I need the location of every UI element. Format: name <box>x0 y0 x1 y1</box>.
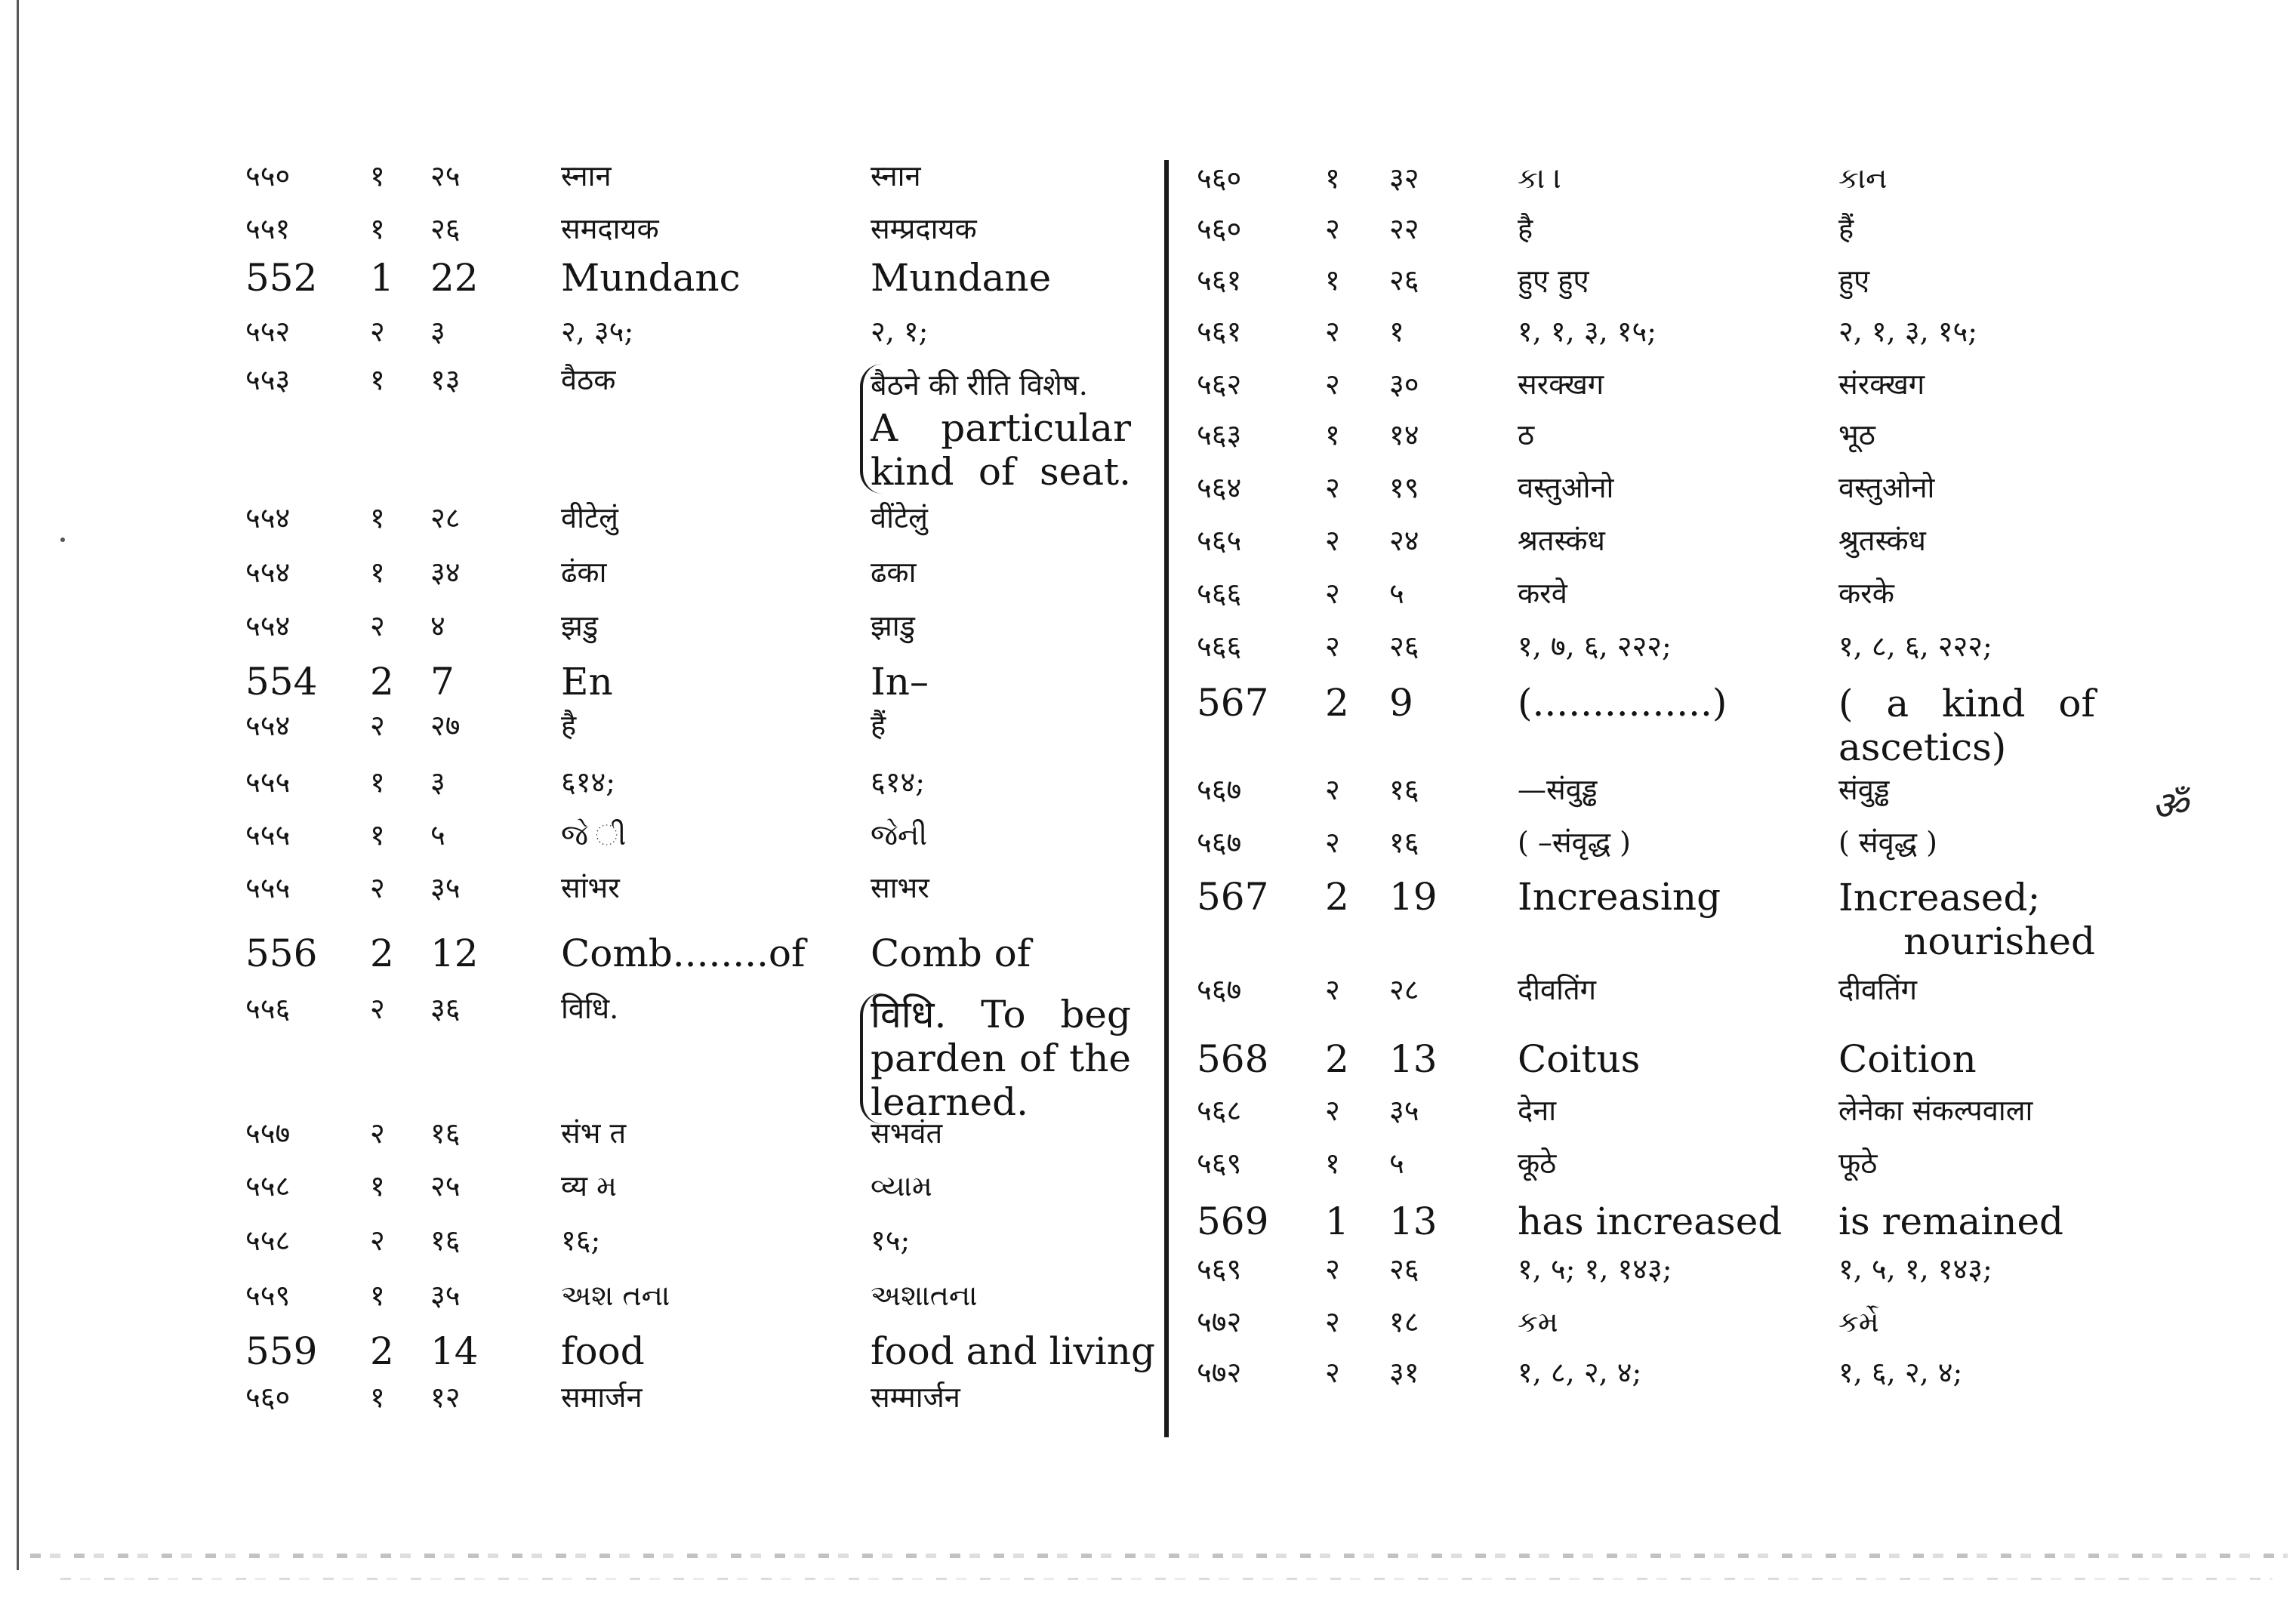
errata-page-cell: ५६९ <box>1197 1252 1242 1286</box>
errata-col-cell: १ <box>370 212 385 245</box>
errata-line-cell: ३ <box>430 765 445 799</box>
errata-correction-line: kind of seat. <box>871 450 1131 494</box>
errata-wrong-cell: विधि. <box>561 992 619 1025</box>
errata-right-cell: is remained <box>1838 1200 2064 1243</box>
errata-page-cell: 567 <box>1197 875 1269 919</box>
errata-line-cell: २७ <box>430 709 461 742</box>
errata-col-cell: २ <box>370 871 385 904</box>
errata-wrong-cell: ( –संवृद्ध ) <box>1518 826 1631 859</box>
errata-wrong-cell: ढंका <box>561 556 607 589</box>
errata-line-cell: ३० <box>1389 368 1419 401</box>
errata-wrong-cell: કમ <box>1518 1305 1558 1338</box>
errata-col-cell: २ <box>1325 368 1340 401</box>
errata-line-cell: ५ <box>1389 1147 1404 1180</box>
errata-right-cell: सम्प्रदायक <box>871 212 977 245</box>
errata-page-cell: ५६८ <box>1197 1094 1242 1127</box>
errata-line-cell: २८ <box>1389 973 1419 1006</box>
errata-line-cell: 14 <box>430 1329 479 1373</box>
errata-col-cell: २ <box>370 315 385 348</box>
errata-page-cell: ५६१ <box>1197 315 1242 348</box>
errata-col-cell: २ <box>1325 577 1340 610</box>
errata-right-cell: Comb of <box>871 932 1031 975</box>
errata-line-cell: २६ <box>1389 263 1419 297</box>
errata-page-cell: 556 <box>245 932 318 975</box>
errata-col-cell: १ <box>370 556 385 589</box>
errata-correction-line: बैठने की रीति विशेष. <box>871 368 1088 402</box>
errata-wrong-cell: व्य મ <box>561 1169 617 1203</box>
errata-col-cell: १ <box>370 818 385 852</box>
errata-page-cell: ५६६ <box>1197 577 1242 610</box>
errata-col-cell: २ <box>1325 1356 1340 1389</box>
errata-wrong-cell: (...............) <box>1518 681 1727 725</box>
errata-correction-line: ascetics) <box>1838 725 2007 769</box>
errata-page-cell: ५६० <box>1197 162 1242 195</box>
errata-col-cell: २ <box>370 609 385 642</box>
errata-line-cell: 22 <box>430 256 479 300</box>
errata-wrong-cell: झडु <box>561 609 599 642</box>
errata-line-cell: 12 <box>430 932 479 975</box>
errata-wrong-cell: Mundanc <box>561 256 741 300</box>
side-mark: ॐ <box>2152 784 2188 829</box>
errata-page-cell: ५५५ <box>245 765 291 799</box>
errata-line-cell: 13 <box>1389 1037 1438 1081</box>
errata-wrong-cell: वस्तुओनो <box>1518 471 1614 504</box>
errata-page-cell: ५५५ <box>245 871 291 904</box>
errata-col-cell: १ <box>370 501 385 534</box>
errata-wrong-cell: वैठक <box>561 363 616 396</box>
errata-col-cell: २ <box>1325 630 1340 663</box>
errata-wrong-cell: वीटेलुं <box>561 501 618 534</box>
errata-wrong-cell: has increased <box>1518 1200 1783 1243</box>
errata-line-cell: 7 <box>430 660 455 704</box>
errata-line-cell: २६ <box>1389 1252 1419 1286</box>
errata-wrong-cell: देना <box>1518 1094 1557 1127</box>
errata-correction-line: parden of the <box>871 1036 1131 1080</box>
errata-col-cell: १ <box>1325 418 1340 451</box>
errata-col-cell: 1 <box>370 256 394 300</box>
errata-page-cell: ५६१ <box>1197 263 1242 297</box>
errata-line-cell: १६ <box>1389 773 1419 806</box>
errata-right-cell: Mundane <box>871 256 1052 300</box>
errata-wrong-cell: કા । <box>1518 162 1562 195</box>
errata-col-cell: 2 <box>370 660 394 704</box>
errata-page-cell: 569 <box>1197 1200 1269 1243</box>
errata-line-cell: १३ <box>430 363 461 396</box>
errata-col-cell: २ <box>1325 212 1340 245</box>
errata-right-cell: २, १, ३, १५; <box>1838 315 1978 348</box>
errata-wrong-cell: ६१४; <box>561 765 616 799</box>
errata-page-cell: ५५४ <box>245 556 291 589</box>
errata-col-cell: १ <box>370 1279 385 1312</box>
errata-line-cell: २४ <box>1389 524 1419 557</box>
errata-col-cell: २ <box>1325 524 1340 557</box>
errata-wrong-cell: —संवुड्ढ <box>1518 773 1598 806</box>
errata-right-cell: २, १; <box>871 315 929 348</box>
bottom-scan-edge <box>30 1554 2288 1558</box>
errata-correction-block <box>1838 682 2095 769</box>
errata-page-cell: ५५३ <box>245 363 291 396</box>
errata-wrong-cell: समदायक <box>561 212 659 245</box>
errata-line-cell: ३१ <box>1389 1356 1419 1389</box>
bottom-scan-edge-secondary <box>60 1578 2273 1580</box>
errata-page-cell: ५५० <box>245 159 291 192</box>
errata-col-cell: २ <box>370 1116 385 1150</box>
errata-wrong-cell: food <box>561 1329 645 1373</box>
errata-right-cell: १५; <box>871 1224 911 1257</box>
errata-right-cell: ६१४; <box>871 765 926 799</box>
scan-speck <box>60 537 65 542</box>
errata-wrong-cell: ठ <box>1518 418 1535 451</box>
errata-line-cell: २६ <box>1389 630 1419 663</box>
errata-line-cell: २५ <box>430 1169 461 1203</box>
errata-right-cell: श्रुतस्कंध <box>1838 524 1926 557</box>
errata-page-cell: ५५४ <box>245 709 291 742</box>
errata-page-cell: ५६७ <box>1197 973 1242 1006</box>
errata-line-cell: ३६ <box>430 992 461 1025</box>
errata-page-cell: 552 <box>245 256 318 300</box>
errata-col-cell: १ <box>1325 263 1340 297</box>
errata-right-cell: झाडु <box>871 609 915 642</box>
errata-line-cell: १९ <box>1389 471 1419 504</box>
errata-right-cell: करके <box>1838 577 1894 610</box>
errata-page-cell: ५६६ <box>1197 630 1242 663</box>
errata-line-cell: ३ <box>430 315 445 348</box>
errata-col-cell: १ <box>1325 1147 1340 1180</box>
errata-wrong-cell: १, १, ३, १५; <box>1518 315 1657 348</box>
errata-col-cell: २ <box>1325 773 1340 806</box>
errata-right-cell: हैं <box>871 709 886 742</box>
errata-right-cell: Coition <box>1838 1037 1977 1081</box>
errata-col-cell: 2 <box>370 1329 394 1373</box>
errata-page-cell: ५५७ <box>245 1116 291 1150</box>
errata-right-cell: लेनेका संकल्पवाला <box>1838 1094 2033 1127</box>
errata-col-cell: १ <box>370 1169 385 1203</box>
errata-wrong-cell: है <box>1518 212 1533 245</box>
errata-right-cell: ( संवृद्ध ) <box>1838 826 1937 859</box>
errata-col-cell: १ <box>370 765 385 799</box>
errata-line-cell: १४ <box>1389 418 1419 451</box>
errata-line-cell: 13 <box>1389 1200 1438 1243</box>
errata-right-cell: કાન <box>1838 162 1888 195</box>
errata-page-cell: ५६० <box>1197 212 1242 245</box>
errata-page-cell: ५५९ <box>245 1279 291 1312</box>
column-divider <box>1164 160 1169 1437</box>
errata-wrong-cell: श्रतस्कंध <box>1518 524 1605 557</box>
errata-line-cell: २८ <box>430 501 461 534</box>
errata-page-cell: ५५८ <box>245 1224 291 1257</box>
errata-wrong-cell: हुए हुए <box>1518 263 1589 297</box>
errata-line-cell: १६ <box>430 1224 461 1257</box>
errata-right-cell: साभर <box>871 871 929 904</box>
errata-correction-line: learned. <box>871 1080 1028 1124</box>
errata-line-cell: १२ <box>430 1381 461 1414</box>
errata-col-cell: 2 <box>1325 875 1349 919</box>
errata-page-cell: ५६३ <box>1197 418 1242 451</box>
errata-col-cell: २ <box>370 992 385 1025</box>
errata-col-cell: २ <box>1325 1305 1340 1338</box>
errata-col-cell: 2 <box>1325 1037 1349 1081</box>
errata-wrong-cell: १, ५; १, १४३; <box>1518 1252 1672 1286</box>
errata-page-cell: ५५१ <box>245 212 291 245</box>
errata-right-cell: फूठे <box>1838 1147 1878 1180</box>
errata-correction-line: ( a kind of <box>1838 682 2095 725</box>
errata-wrong-cell: कूठे <box>1518 1147 1557 1180</box>
errata-right-cell: दीवतिंग <box>1838 973 1918 1006</box>
errata-right-cell: १, ५, १, १४३; <box>1838 1252 1992 1286</box>
errata-line-cell: १६ <box>430 1116 461 1150</box>
errata-page-cell: ५७२ <box>1197 1356 1242 1389</box>
errata-page-cell: ५५५ <box>245 818 291 852</box>
errata-col-cell: १ <box>370 363 385 396</box>
errata-correction-block <box>860 364 1131 494</box>
errata-right-cell: food and living <box>871 1329 1155 1373</box>
errata-page-cell: ५६७ <box>1197 773 1242 806</box>
errata-line-cell: ३५ <box>1389 1094 1419 1127</box>
errata-col-cell: २ <box>1325 973 1340 1006</box>
errata-wrong-cell: અશ તના <box>561 1279 670 1312</box>
errata-right-cell: सभवंत <box>871 1116 943 1150</box>
errata-right-cell: १, ८, ६, २२२; <box>1838 630 1992 663</box>
errata-correction-block <box>1838 876 2095 963</box>
errata-line-cell: १८ <box>1389 1305 1419 1338</box>
errata-wrong-cell: १, ७, ६, २२२; <box>1518 630 1672 663</box>
errata-page-cell: ५६५ <box>1197 524 1242 557</box>
errata-page-cell: ५५४ <box>245 609 291 642</box>
errata-correction-block <box>860 993 1131 1124</box>
errata-page-cell: ५७२ <box>1197 1305 1242 1338</box>
errata-page-cell: ५५२ <box>245 315 291 348</box>
errata-col-cell: २ <box>1325 471 1340 504</box>
errata-wrong-cell: सरक्खग <box>1518 368 1604 401</box>
errata-col-cell: २ <box>370 709 385 742</box>
errata-wrong-cell: संभ त <box>561 1116 627 1150</box>
errata-correction-line: A particular <box>871 406 1131 450</box>
errata-col-cell: १ <box>370 159 385 192</box>
errata-col-cell: २ <box>1325 315 1340 348</box>
errata-page-cell: ५६४ <box>1197 471 1242 504</box>
errata-right-cell: અશાતના <box>871 1279 978 1312</box>
errata-page-cell: ५५८ <box>245 1169 291 1203</box>
errata-line-cell: 9 <box>1389 681 1413 725</box>
errata-col-cell: २ <box>1325 1252 1340 1286</box>
errata-col-cell: १ <box>370 1381 385 1414</box>
errata-line-cell: १ <box>1389 315 1404 348</box>
errata-right-cell: वस्तुओनो <box>1838 471 1935 504</box>
errata-page-cell: ५६७ <box>1197 826 1242 859</box>
errata-line-cell: ३२ <box>1389 162 1419 195</box>
errata-line-cell: ४ <box>430 609 445 642</box>
errata-right-cell: संवुड्ढ <box>1838 773 1890 806</box>
errata-correction-line: विधि. To beg <box>871 993 1131 1036</box>
errata-wrong-cell: १, ८, २, ४; <box>1518 1356 1642 1389</box>
errata-line-cell: 19 <box>1389 875 1438 919</box>
errata-col-cell: 2 <box>1325 681 1349 725</box>
errata-col-cell: २ <box>1325 826 1340 859</box>
errata-col-cell: 1 <box>1325 1200 1349 1243</box>
errata-page-cell: 568 <box>1197 1037 1269 1081</box>
errata-line-cell: ५ <box>1389 577 1404 610</box>
errata-page-cell: ५६२ <box>1197 368 1242 401</box>
errata-page-cell: 554 <box>245 660 318 704</box>
errata-page-cell: ५६० <box>245 1381 291 1414</box>
errata-line-cell: १६ <box>1389 826 1419 859</box>
errata-wrong-cell: करवे <box>1518 577 1567 610</box>
errata-right-cell: संरक्खग <box>1838 368 1925 401</box>
errata-wrong-cell: જે ી <box>561 818 627 852</box>
errata-col-cell: १ <box>1325 162 1340 195</box>
errata-page-cell: ५६९ <box>1197 1147 1242 1180</box>
errata-right-cell: જેની <box>871 818 928 852</box>
errata-line-cell: ३५ <box>430 871 461 904</box>
errata-right-cell: કર્મે <box>1838 1305 1879 1338</box>
errata-wrong-cell: समार्जन <box>561 1381 643 1414</box>
left-margin-rule <box>17 0 19 1570</box>
errata-line-cell: २२ <box>1389 212 1419 245</box>
errata-col-cell: २ <box>1325 1094 1340 1127</box>
errata-page-cell: ५५४ <box>245 501 291 534</box>
errata-page-cell: 567 <box>1197 681 1269 725</box>
errata-wrong-cell: दीवतिंग <box>1518 973 1597 1006</box>
errata-line-cell: २५ <box>430 159 461 192</box>
errata-right-cell: વ્યામ <box>871 1169 932 1203</box>
errata-wrong-cell: १६; <box>561 1224 601 1257</box>
errata-col-cell: 2 <box>370 932 394 975</box>
errata-line-cell: ३४ <box>430 556 461 589</box>
errata-wrong-cell: Increasing <box>1518 875 1721 919</box>
errata-line-cell: ५ <box>430 818 445 852</box>
errata-wrong-cell: है <box>561 709 577 742</box>
errata-page-cell: ५५६ <box>245 992 291 1025</box>
errata-wrong-cell: सांभर <box>561 871 620 904</box>
errata-line-cell: २६ <box>430 212 461 245</box>
errata-right-cell: ढका <box>871 556 917 589</box>
errata-right-cell: सम्मार्जन <box>871 1381 960 1414</box>
errata-right-cell: वींटेलुं <box>871 501 928 534</box>
errata-page-cell: 559 <box>245 1329 318 1373</box>
errata-correction-line: Increased; <box>1838 876 2041 919</box>
errata-right-cell: In– <box>871 660 929 704</box>
errata-right-cell: स्नान <box>871 159 921 192</box>
errata-col-cell: २ <box>370 1224 385 1257</box>
errata-wrong-cell: स्नान <box>561 159 612 192</box>
errata-wrong-cell: Coitus <box>1518 1037 1641 1081</box>
errata-right-cell: १, ६, २, ४; <box>1838 1356 1963 1389</box>
errata-wrong-cell: २, ३५; <box>561 315 634 348</box>
errata-right-cell: हैं <box>1838 212 1854 245</box>
errata-right-cell: भूठ <box>1838 418 1875 451</box>
errata-correction-line: nourished <box>1903 919 2095 963</box>
errata-right-cell: हुए <box>1838 263 1870 297</box>
errata-wrong-cell: En <box>561 660 613 704</box>
errata-line-cell: ३५ <box>430 1279 461 1312</box>
errata-wrong-cell: Comb........of <box>561 932 806 975</box>
